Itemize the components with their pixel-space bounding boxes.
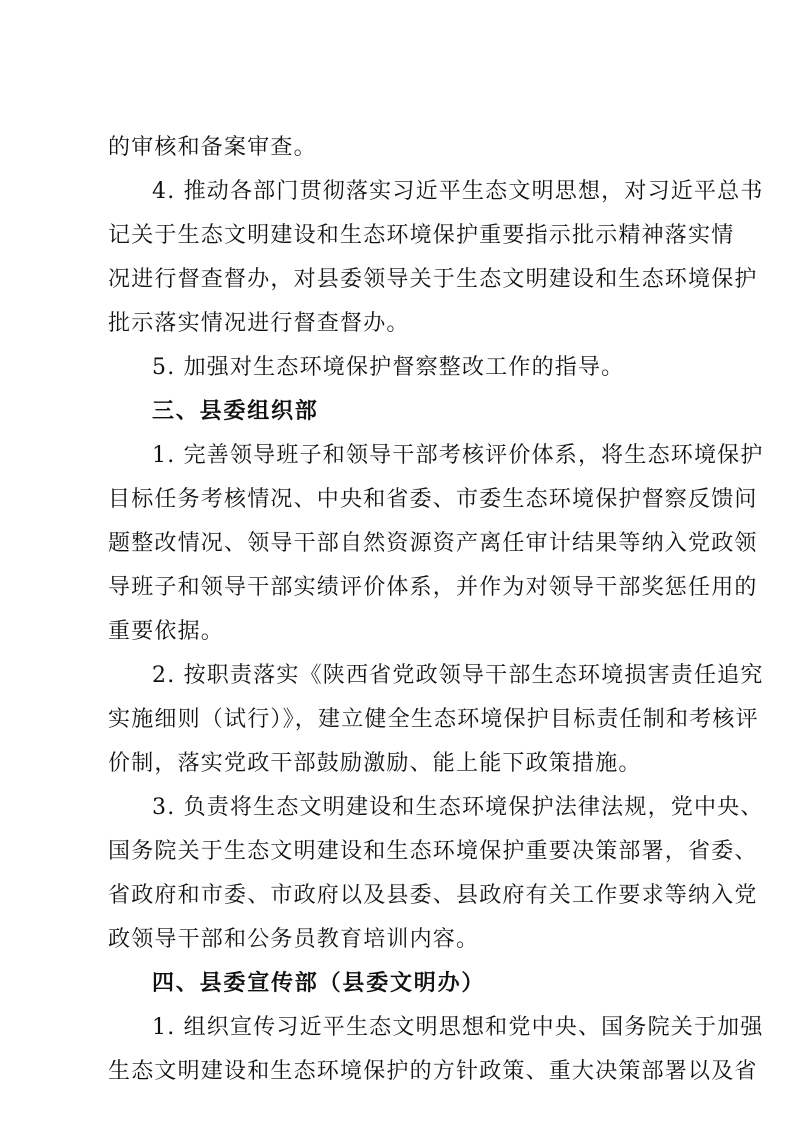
body-text-line: 题整改情况、领导干部自然资源资产离任审计结果等纳入党政领 bbox=[108, 531, 758, 556]
body-text-line: 1. 完善领导班子和领导干部考核评价体系，将生态环境保护 bbox=[152, 443, 764, 468]
body-text-line: 5. 加强对生态环境保护督察整改工作的指导。 bbox=[152, 355, 625, 380]
body-text-line: 生态文明建设和生态环境保护的方针政策、重大决策部署以及省 bbox=[108, 1059, 758, 1084]
body-text-line: 目标任务考核情况、中央和省委、市委生态环境保护督察反馈问 bbox=[108, 487, 758, 512]
body-text-line: 政领导干部和公务员教育培训内容。 bbox=[108, 927, 480, 952]
body-text-line: 3. 负责将生态文明建设和生态环境保护法律法规，党中央、 bbox=[152, 795, 764, 820]
body-text-line: 1. 组织宣传习近平生态文明思想和党中央、国务院关于加强 bbox=[152, 1015, 764, 1040]
body-text-line: 况进行督查督办，对县委领导关于生态文明建设和生态环境保护 bbox=[108, 267, 758, 292]
body-text-line: 的审核和备案审查。 bbox=[108, 135, 317, 160]
body-text-line: 国务院关于生态文明建设和生态环境保护重要决策部署，省委、 bbox=[108, 839, 758, 864]
body-text-line: 记关于生态文明建设和生态环境保护重要指示批示精神落实情 bbox=[108, 223, 735, 248]
body-text-line: 4. 推动各部门贯彻落实习近平生态文明思想，对习近平总书 bbox=[152, 179, 764, 204]
body-text-line: 导班子和领导干部实绩评价体系，并作为对领导干部奖惩任用的 bbox=[108, 575, 758, 600]
body-text-line: 省政府和市委、市政府以及县委、县政府有关工作要求等纳入党 bbox=[108, 883, 758, 908]
body-text-line: 重要依据。 bbox=[108, 619, 225, 644]
body-text-line: 实施细则（试行）》，建立健全生态环境保护目标责任制和考核评 bbox=[108, 707, 759, 732]
body-text-line: 价制，落实党政干部鼓励激励、能上能下政策措施。 bbox=[108, 751, 642, 776]
section-heading: 四、县委宣传部（县委文明办） bbox=[152, 971, 486, 996]
body-text-line: 2. 按职责落实《陕西省党政领导干部生态环境损害责任追究 bbox=[152, 663, 764, 688]
body-text-line: 批示落实情况进行督查督办。 bbox=[108, 311, 410, 336]
section-heading: 三、县委组织部 bbox=[152, 399, 319, 424]
